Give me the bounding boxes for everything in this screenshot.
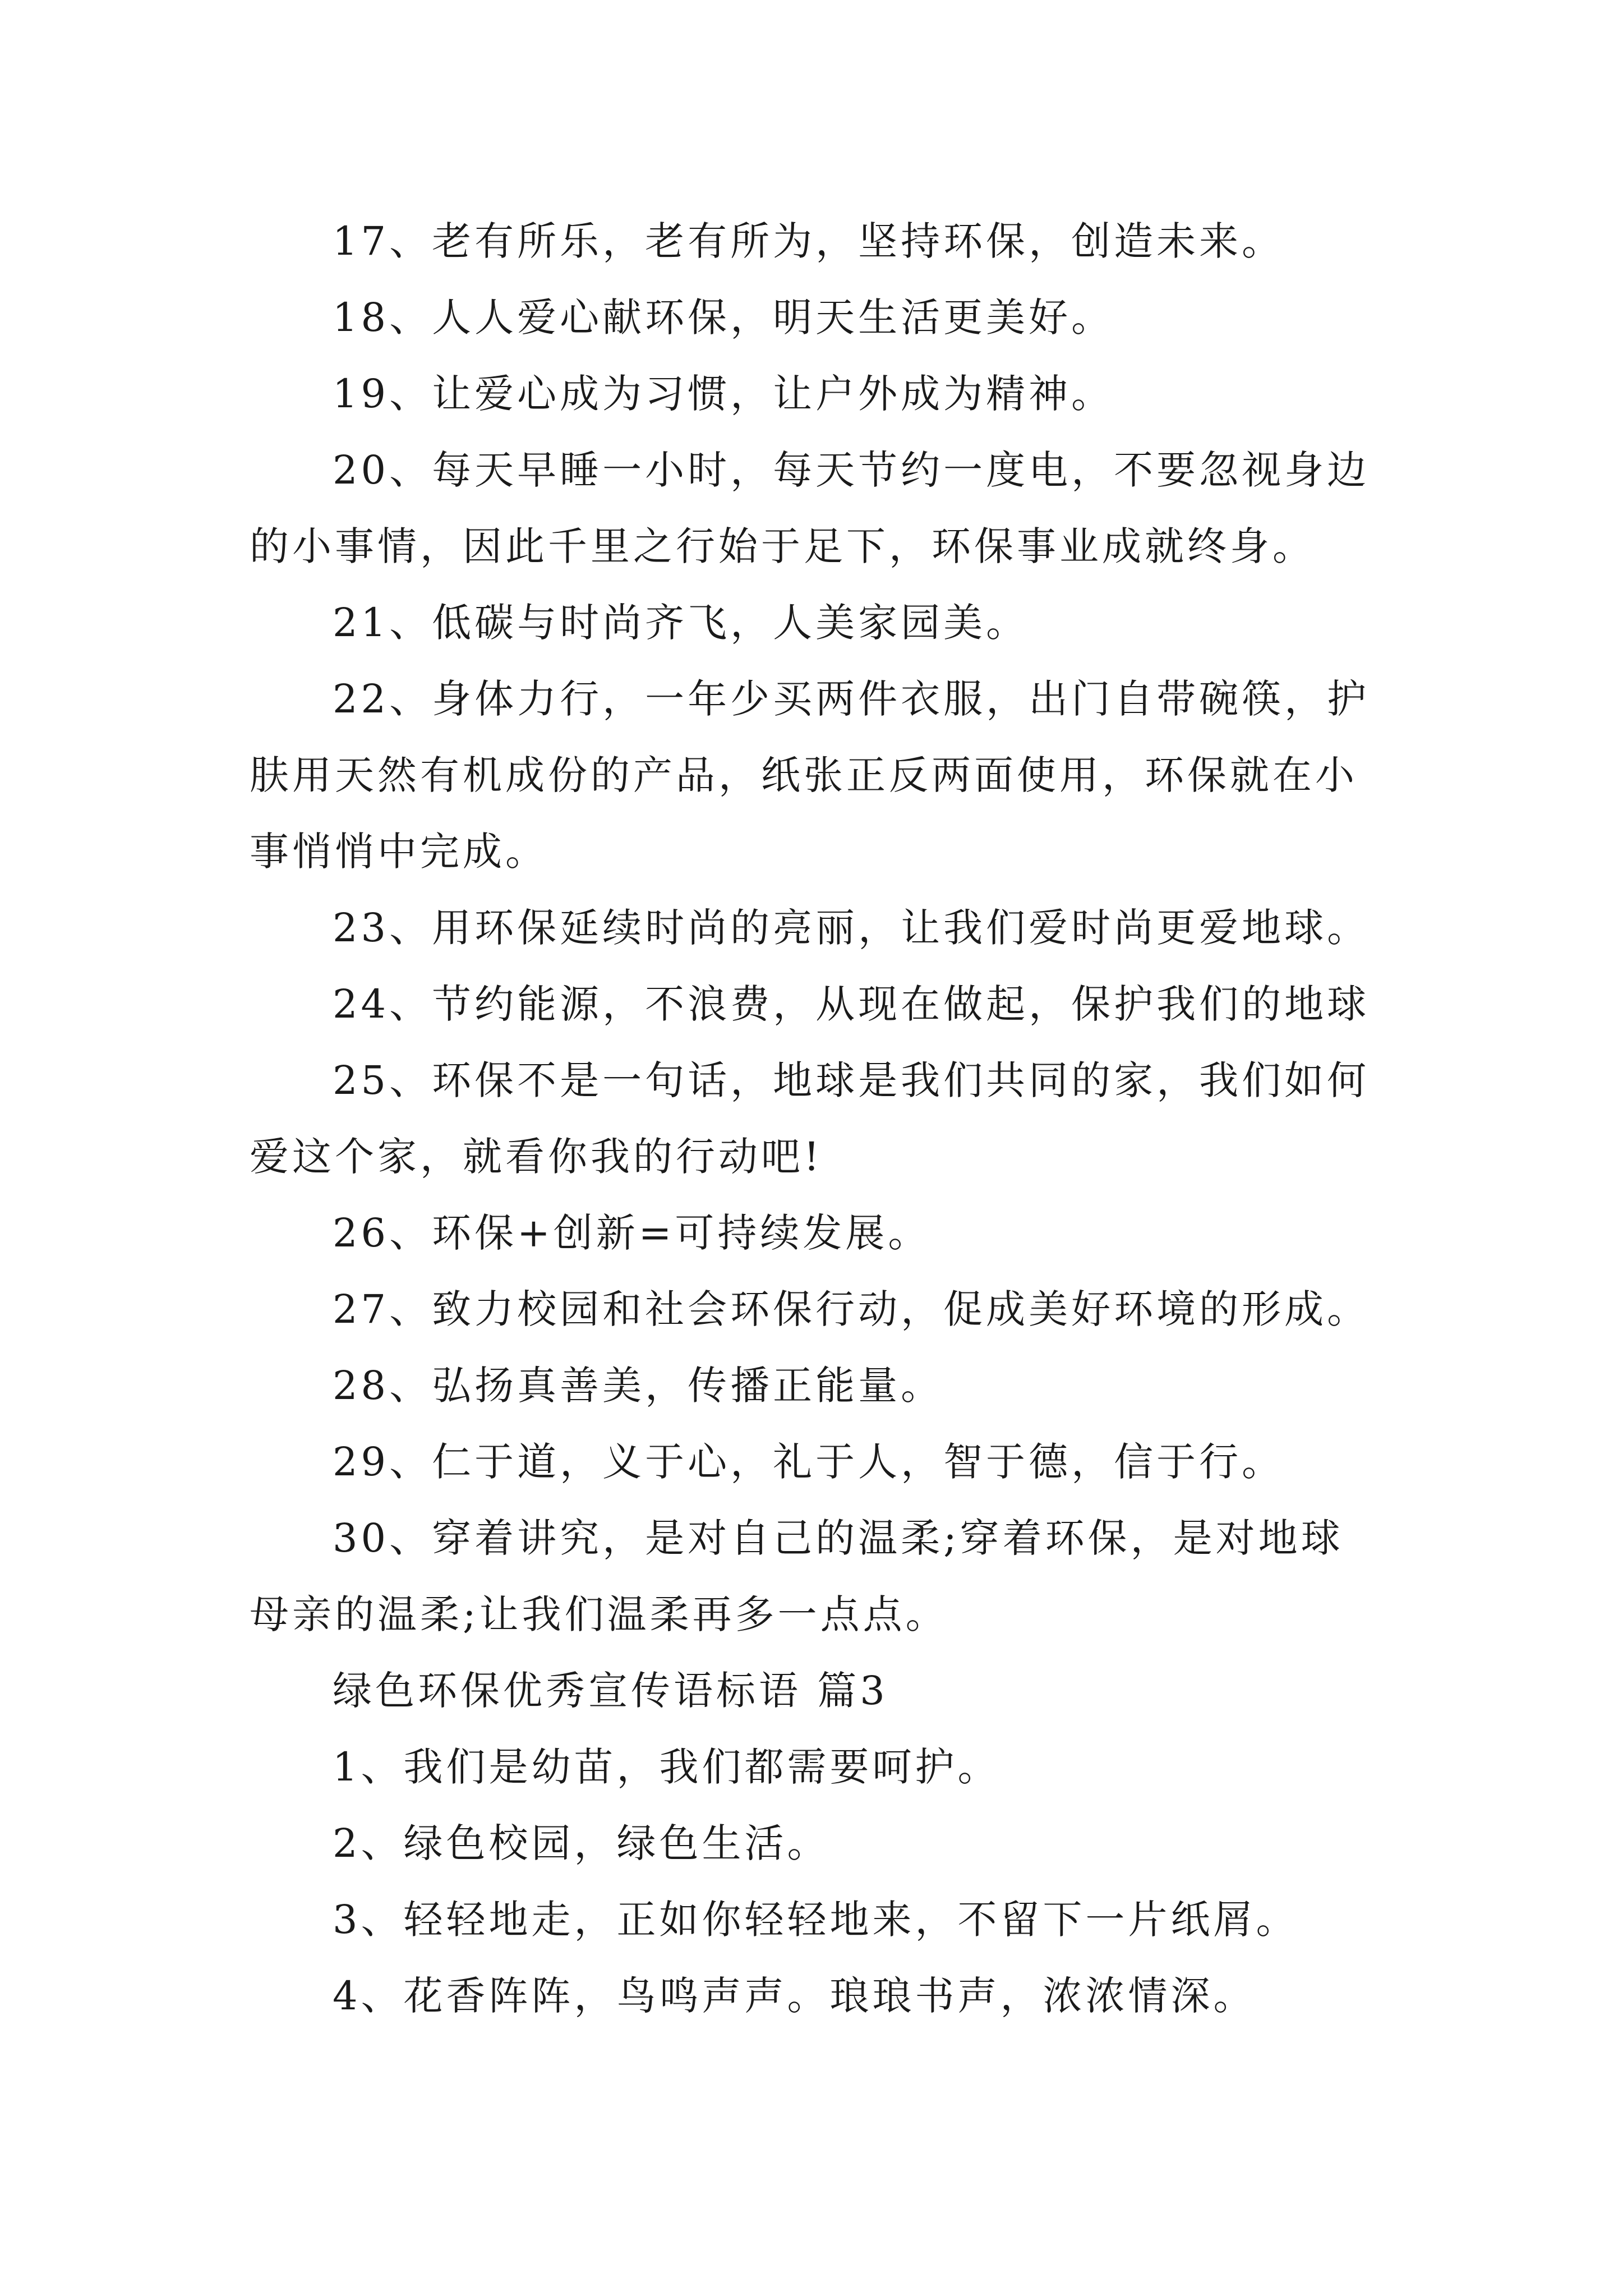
text-line: 28、弘扬真善美，传播正能量。: [333, 1363, 944, 1409]
text-line: 27、致力校园和社会环保行动，促成美好环境的形成。: [333, 1286, 1370, 1332]
text-line: 24、节约能源，不浪费，从现在做起，保护我们的地球: [333, 981, 1370, 1027]
text-line: 22、身体力行，一年少买两件衣服，出门自带碗筷，护: [333, 676, 1370, 722]
text-line: 25、环保不是一句话，地球是我们共同的家，我们如何: [333, 1057, 1370, 1103]
text-line: 21、低碳与时尚齐飞，人美家园美。: [333, 600, 1029, 646]
text-line: 29、仁于道，义于心，礼于人，智于德，信于行。: [333, 1439, 1285, 1485]
text-line: 18、人人爱心献环保，明天生活更美好。: [333, 295, 1114, 341]
text-line: 事悄悄中完成。: [250, 829, 548, 875]
text-line: 26、环保+创新=可持续发展。: [333, 1210, 931, 1256]
text-line: 4、花香阵阵，鸟鸣声声。琅琅书声，浓浓情深。: [333, 1973, 1256, 2019]
text-line: 肤用天然有机成份的产品，纸张正反两面使用，环保就在小: [250, 752, 1358, 798]
text-line: 母亲的温柔;让我们温柔再多一点点。: [250, 1591, 948, 1637]
document-body: [250, 203, 1388, 2034]
text-line: 30、穿着讲究，是对自己的温柔;穿着环保，是对地球: [333, 1515, 1344, 1561]
text-line: 20、每天早睡一小时，每天节约一度电，不要忽视身边: [333, 447, 1370, 493]
section-heading: 绿色环保优秀宣传语标语 篇3: [333, 1668, 888, 1714]
text-line: 3、轻轻地走，正如你轻轻地来，不留下一片纸屑。: [333, 1897, 1299, 1943]
text-line: 的小事情，因此千里之行始于足下，环保事业成就终身。: [250, 523, 1315, 569]
text-line: 爱这个家，就看你我的行动吧!: [250, 1134, 823, 1180]
text-line: 17、老有所乐，老有所为，坚持环保，创造未来。: [333, 218, 1285, 264]
text-line: 19、让爱心成为习惯，让户外成为精神。: [333, 371, 1114, 417]
text-line: 2、绿色校园，绿色生活。: [333, 1820, 830, 1866]
text-line: 1、我们是幼苗，我们都需要呵护。: [333, 1744, 1000, 1790]
text-line: 23、用环保延续时尚的亮丽，让我们爱时尚更爱地球。: [333, 905, 1370, 951]
